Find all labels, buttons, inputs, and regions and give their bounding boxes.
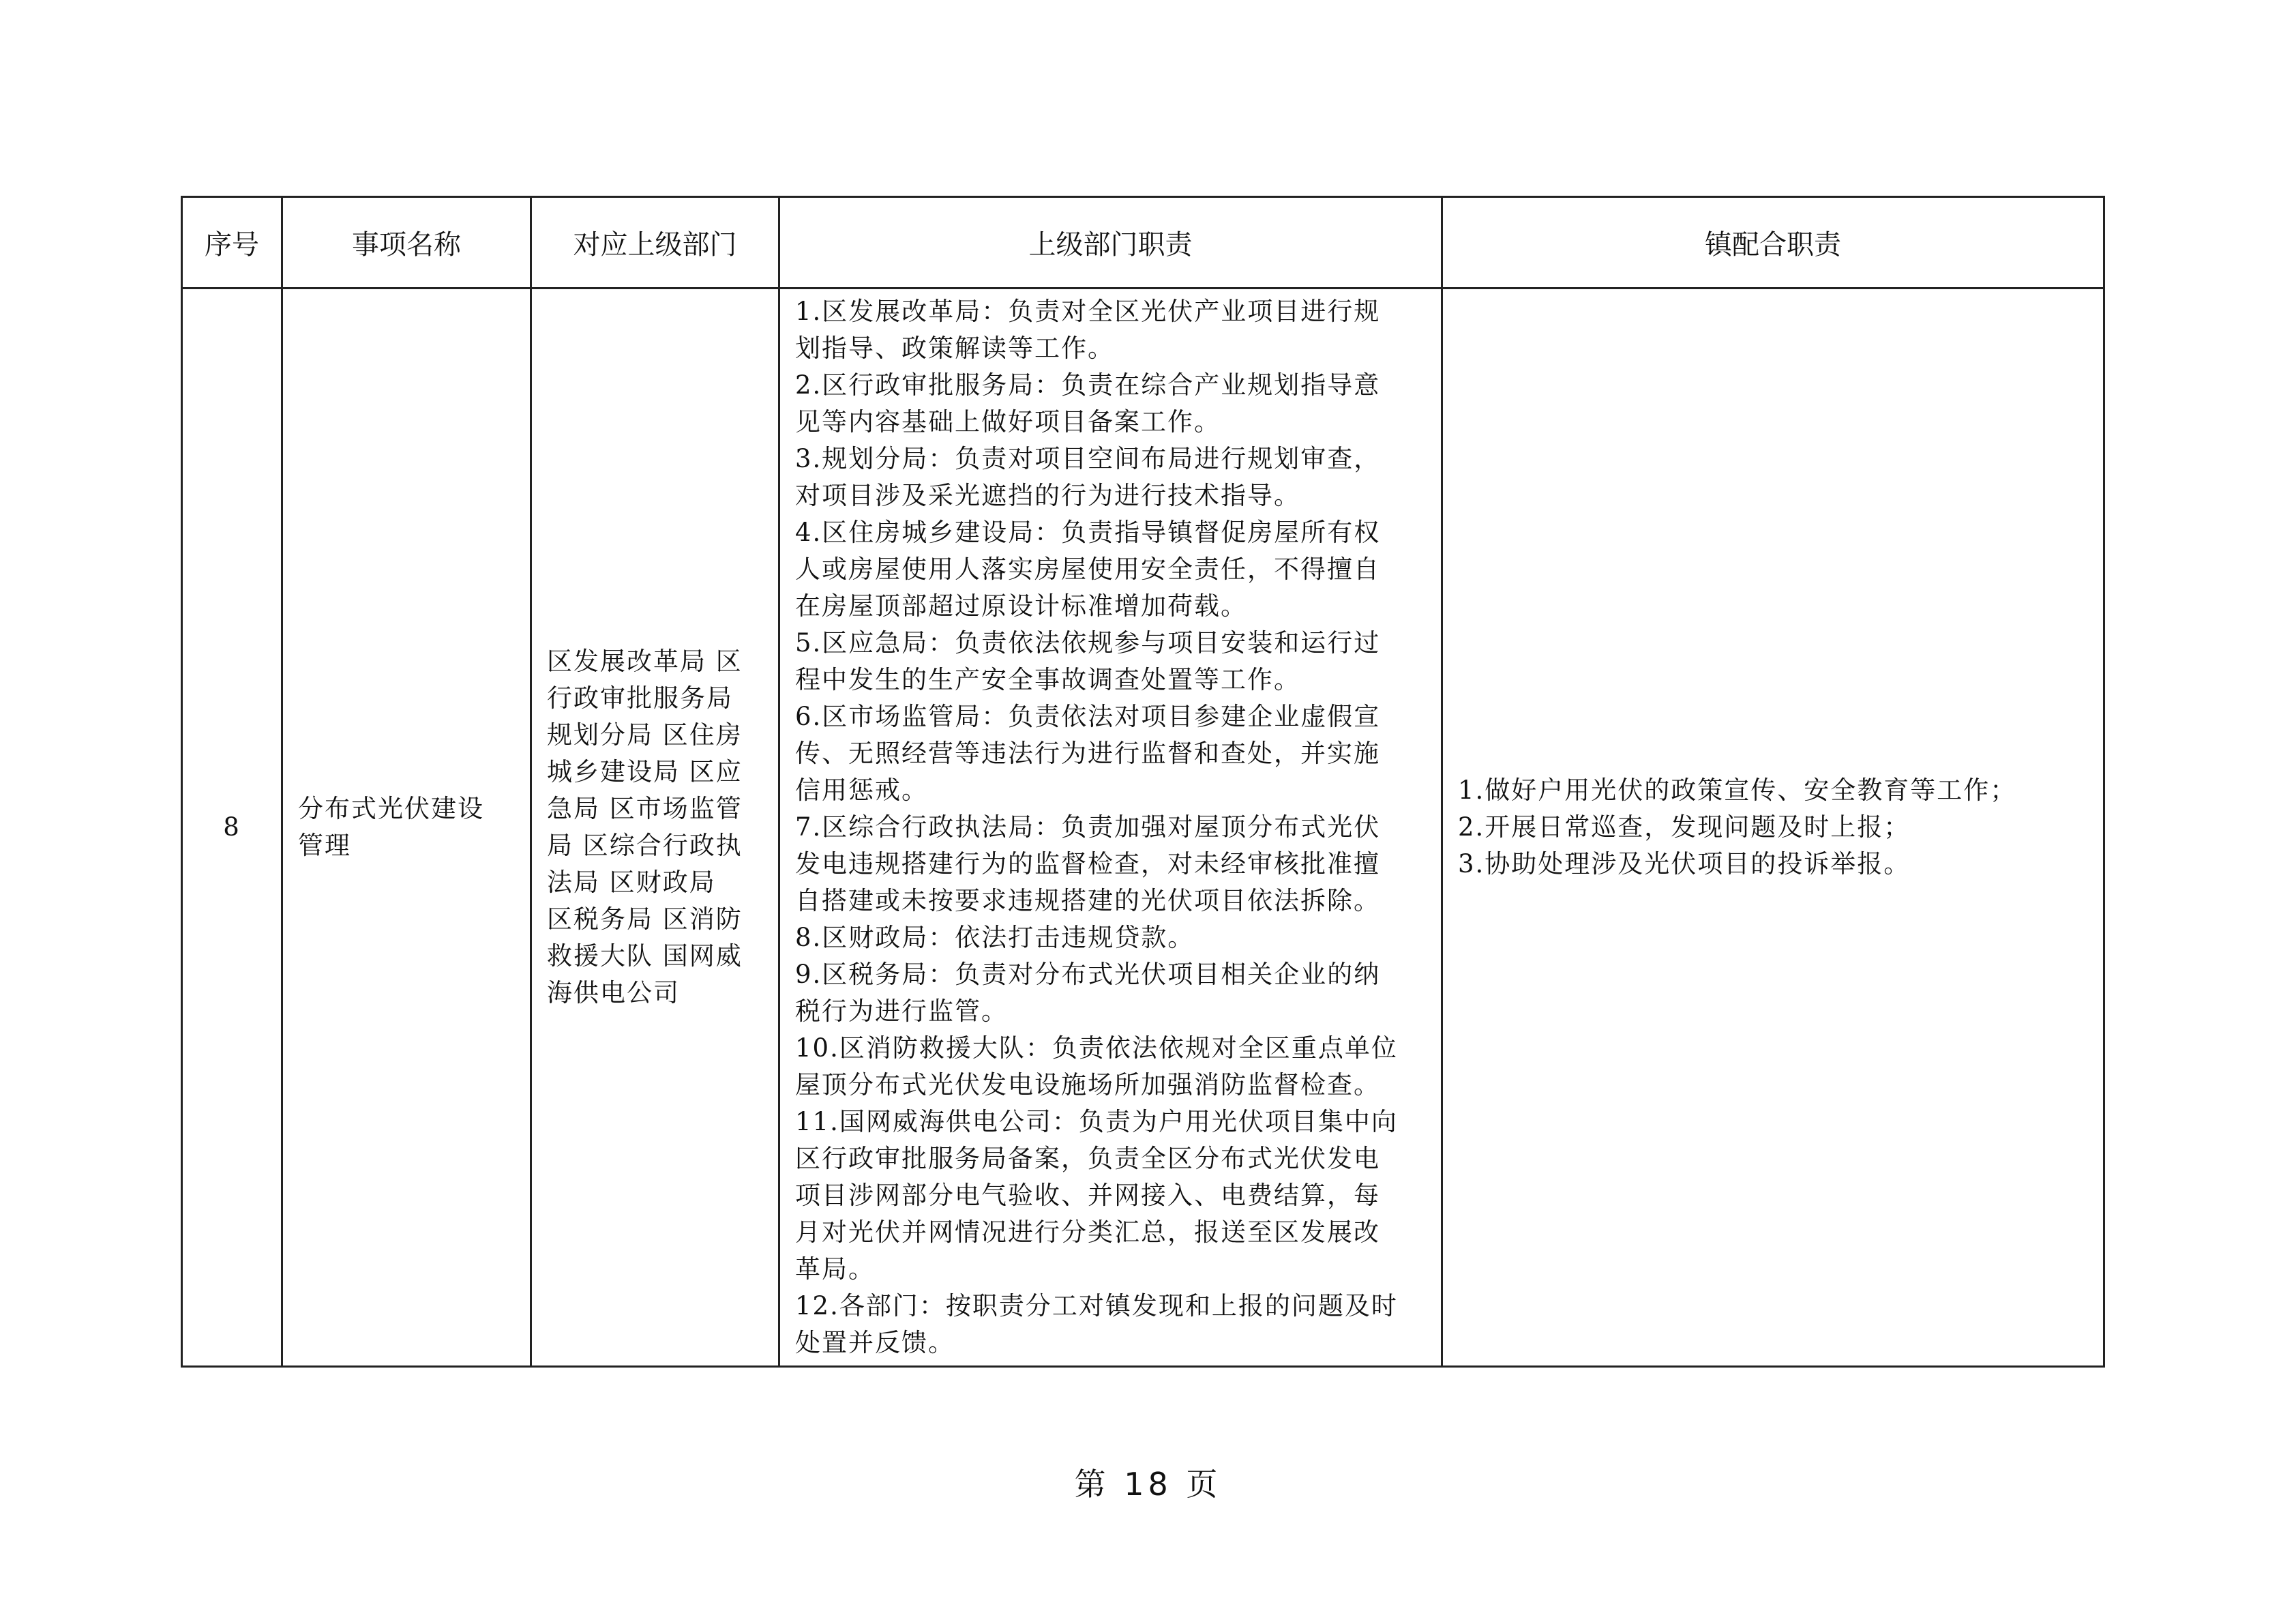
dept-line: 局 区综合行政执: [547, 831, 743, 860]
table-header-row: [182, 197, 2104, 289]
duty-line: 7.区综合行政执法局：负责加强对屋顶分布式光伏: [795, 812, 1381, 842]
duty-line: 人或房屋使用人落实房屋使用安全责任，不得擅自: [795, 555, 1380, 584]
duty-line: 区行政审批服务局备案，负责全区分布式光伏发电: [795, 1144, 1380, 1173]
duty-line: 处置并反馈。: [795, 1328, 955, 1357]
town-duty-line: 1.做好户用光伏的政策宣传、安全教育等工作；: [1458, 776, 2017, 805]
duty-line: 5.区应急局：负责依法依规参与项目安装和运行过: [795, 628, 1381, 658]
cell-item-name: [282, 289, 531, 1367]
duty-line: 在房屋顶部超过原设计标准增加荷载。: [795, 591, 1247, 621]
page-number: 第 18 页: [1074, 1466, 1222, 1503]
duty-line: 12.各部门：按职责分工对镇发现和上报的问题及时: [795, 1291, 1398, 1320]
duty-line: 见等内容基础上做好项目备案工作。: [795, 407, 1221, 437]
cell-seq: 8: [182, 289, 282, 1367]
dept-line: 救援大队 国网威: [547, 941, 743, 971]
duty-line: 自搭建或未按要求违规搭建的光伏项目依法拆除。: [795, 886, 1380, 915]
table-row: [182, 289, 2104, 1367]
dept-line: 急局 区市场监管: [547, 794, 743, 823]
duty-line: 革局。: [795, 1254, 875, 1284]
header-seq: 序号: [182, 197, 282, 289]
duty-line: 划指导、政策解读等工作。: [795, 334, 1114, 363]
header-item-name: 事项名称: [282, 197, 531, 289]
duty-line: 4.区住房城乡建设局：负责指导镇督促房屋所有权: [795, 518, 1381, 547]
duty-line: 3.规划分局：负责对项目空间布局进行规划审查，: [795, 444, 1381, 473]
duty-line: 11.国网威海供电公司：负责为户用光伏项目集中向: [795, 1107, 1398, 1136]
duty-line: 1.区发展改革局：负责对全区光伏产业项目进行规: [795, 297, 1381, 326]
header-superior-dept: 对应上级部门: [531, 197, 779, 289]
duty-line: 传、无照经营等违法行为进行监督和查处，并实施: [795, 739, 1380, 768]
duty-line: 程中发生的生产安全事故调查处置等工作。: [795, 665, 1300, 694]
town-duty-line: 3.协助处理涉及光伏项目的投诉举报。: [1458, 849, 1911, 879]
cell-town-duties: [1442, 289, 2104, 1367]
duty-table: [181, 196, 2105, 1368]
item-name-line: 管理: [298, 831, 351, 860]
dept-line: 海供电公司: [547, 978, 680, 1007]
header-town-duties: 镇配合职责: [1442, 197, 2104, 289]
dept-line: 规划分局 区住房: [547, 720, 743, 750]
header-superior-duties: 上级部门职责: [779, 197, 1442, 289]
duty-line: 发电违规搭建行为的监督检查，对未经审核批准擅: [795, 849, 1380, 879]
duty-line: 税行为进行监管。: [795, 996, 1008, 1026]
town-duty-line: 2.开展日常巡查，发现问题及时上报；: [1458, 812, 1911, 842]
cell-superior-duties: [779, 289, 1442, 1367]
item-name-line: 分布式光伏建设: [298, 794, 484, 823]
duty-line: 对项目涉及采光遮挡的行为进行技术指导。: [795, 481, 1300, 510]
dept-line: 区税务局 区消防: [547, 904, 743, 934]
duty-line: 月对光伏并网情况进行分类汇总，报送至区发展改: [795, 1217, 1380, 1247]
dept-line: 城乡建设局 区应: [547, 757, 743, 786]
duty-line: 项目涉网部分电气验收、并网接入、电费结算，每: [795, 1181, 1380, 1210]
duty-line: 2.区行政审批服务局：负责在综合产业规划指导意: [795, 370, 1381, 400]
dept-line: 法局 区财政局: [547, 868, 716, 897]
dept-line: 行政审批服务局: [547, 683, 733, 713]
dept-line: 区发展改革局 区: [547, 647, 743, 676]
duty-line: 6.区市场监管局：负责依法对项目参建企业虚假宣: [795, 702, 1381, 731]
duty-line: 信用惩戒。: [795, 776, 928, 805]
duty-line: 9.区税务局：负责对分布式光伏项目相关企业的纳: [795, 960, 1381, 989]
duty-line: 10.区消防救援大队：负责依法依规对全区重点单位: [795, 1033, 1398, 1063]
duty-line: 8.区财政局：依法打击违规贷款。: [795, 923, 1195, 952]
duty-line: 屋顶分布式光伏发电设施场所加强消防监督检查。: [795, 1070, 1380, 1099]
cell-superior-dept: [531, 289, 779, 1367]
